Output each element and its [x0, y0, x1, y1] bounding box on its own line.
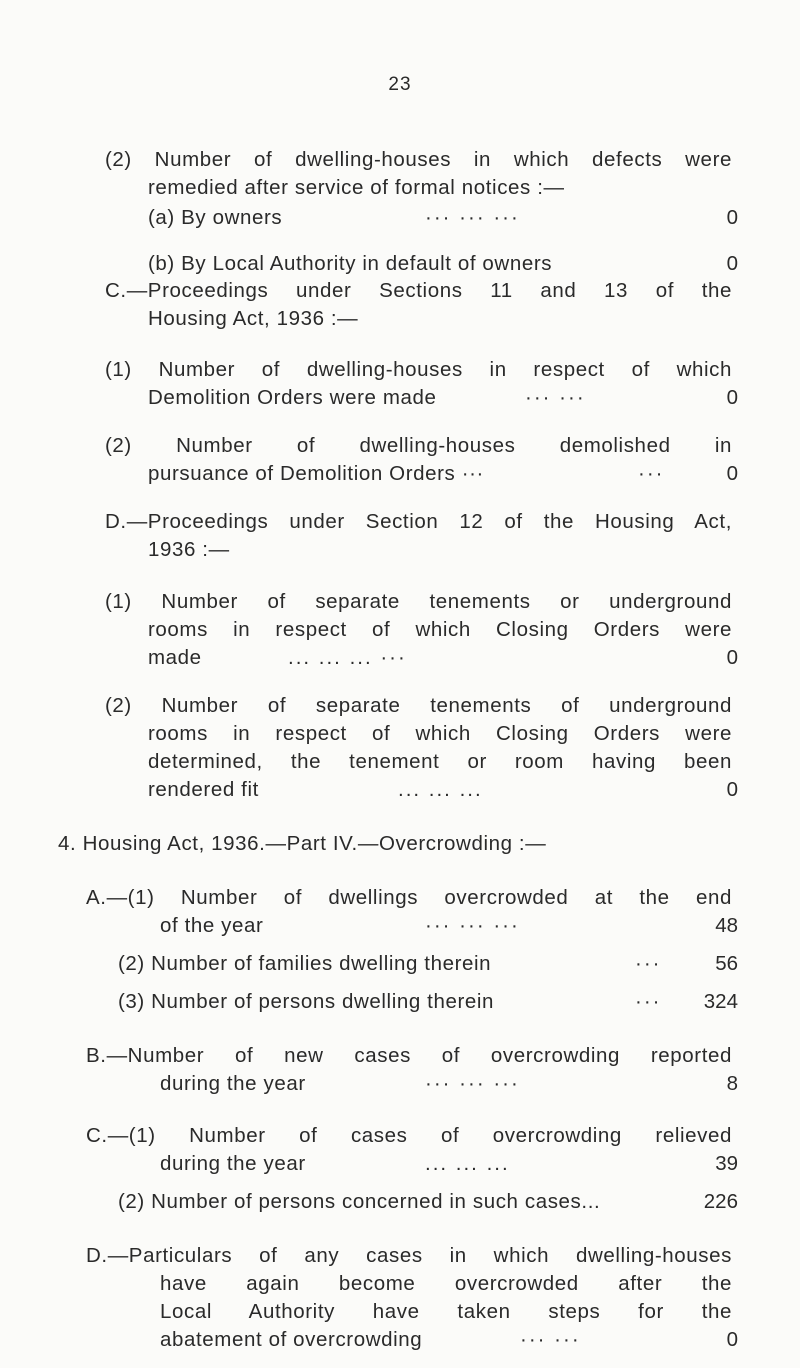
closing-orders-determined-line2: rooms in respect of which Closing Orders were [148, 722, 732, 745]
defects-remedied-line2: remedied after service of formal notices :— [148, 176, 565, 199]
families-dwelling-value: 56 [715, 952, 738, 975]
by-owners-value: 0 [726, 206, 738, 229]
by-owners-label: (a) By owners [148, 206, 283, 229]
demolition-orders-made-value: 0 [726, 386, 738, 409]
closing-orders-determined-line3: determined, the tenement or room having been [148, 750, 732, 773]
demolition-orders-made-line1: (1) Number of dwelling-houses in respect of which [105, 358, 732, 381]
demolished-houses-value: 0 [726, 462, 738, 485]
section-c-heading-line2: Housing Act, 1936 :— [148, 307, 359, 330]
overcrowding-relieved-line2: during the year [160, 1152, 306, 1175]
persons-dwelling-dots: ··· [635, 990, 662, 1013]
families-dwelling-dots: ··· [635, 952, 662, 975]
section-c-heading-line1: C.—Proceedings under Sections 11 and 13 of the [105, 279, 732, 302]
closing-orders-made-line1: (1) Number of separate tenements or underground [105, 590, 732, 613]
again-overcrowded-line2: have again become overcrowded after the [160, 1272, 732, 1295]
closing-orders-determined-line1: (2) Number of separate tenements of underground [105, 694, 732, 717]
by-local-authority-value: 0 [726, 252, 738, 275]
persons-concerned-value: 226 [703, 1190, 738, 1213]
demolished-houses-line1: (2) Number of dwelling-houses demolished in [105, 434, 732, 457]
closing-orders-made-line2: rooms in respect of which Closing Orders were [148, 618, 732, 641]
dwellings-overcrowded-value: 48 [715, 914, 738, 937]
section-d-heading-line1: D.—Proceedings under Section 12 of the Housing Act, [105, 510, 732, 533]
by-owners-dots: ··· ··· ··· [425, 206, 520, 229]
closing-orders-determined-line4: rendered fit [148, 778, 259, 801]
overcrowding-relieved-value: 39 [715, 1152, 738, 1175]
demolition-orders-made-dots: ··· ··· [525, 386, 586, 409]
persons-concerned-label: (2) Number of persons concerned in such cases... [118, 1190, 601, 1213]
demolition-orders-made-line2: Demolition Orders were made [148, 386, 437, 409]
defects-remedied-line1: (2) Number of dwelling-houses in which defects were [105, 148, 732, 171]
closing-orders-determined-value: 0 [726, 778, 738, 801]
new-overcrowding-dots: ··· ··· ··· [425, 1072, 520, 1095]
dwellings-overcrowded-line2: of the year [160, 914, 264, 937]
persons-dwelling-value: 324 [703, 990, 738, 1013]
dwellings-overcrowded-line1: A.—(1) Number of dwellings overcrowded at the end [86, 886, 732, 909]
page-number: 23 [388, 74, 412, 95]
persons-dwelling-label: (3) Number of persons dwelling therein [118, 990, 495, 1013]
dwellings-overcrowded-dots: ··· ··· ··· [425, 914, 520, 937]
section-d-heading-line2: 1936 :— [148, 538, 230, 561]
closing-orders-made-line3: made [148, 646, 202, 669]
new-overcrowding-value: 8 [726, 1072, 738, 1095]
overcrowding-relieved-dots: ... ... ... [425, 1152, 510, 1175]
again-overcrowded-line1: D.—Particulars of any cases in which dwelling-houses [86, 1244, 732, 1267]
overcrowding-relieved-line1: C.—(1) Number of cases of overcrowding relieved [86, 1124, 732, 1147]
again-overcrowded-line3: Local Authority have taken steps for the [160, 1300, 732, 1323]
section-4-heading: 4. Housing Act, 1936.—Part IV.—Overcrowding :— [58, 832, 547, 855]
again-overcrowded-line4: abatement of overcrowding [160, 1328, 423, 1351]
demolished-houses-dots: ··· [638, 462, 665, 485]
closing-orders-determined-dots: ... ... ... [398, 778, 483, 801]
new-overcrowding-line1: B.—Number of new cases of overcrowding reported [86, 1044, 732, 1067]
again-overcrowded-dots: ··· ··· [520, 1328, 581, 1351]
demolished-houses-line2: pursuance of Demolition Orders ··· [148, 462, 484, 485]
again-overcrowded-value: 0 [726, 1328, 738, 1351]
closing-orders-made-dots: ... ... ... ··· [288, 646, 407, 669]
new-overcrowding-line2: during the year [160, 1072, 306, 1095]
closing-orders-made-value: 0 [726, 646, 738, 669]
families-dwelling-label: (2) Number of families dwelling therein [118, 952, 492, 975]
by-local-authority-label: (b) By Local Authority in default of owners [148, 252, 553, 275]
